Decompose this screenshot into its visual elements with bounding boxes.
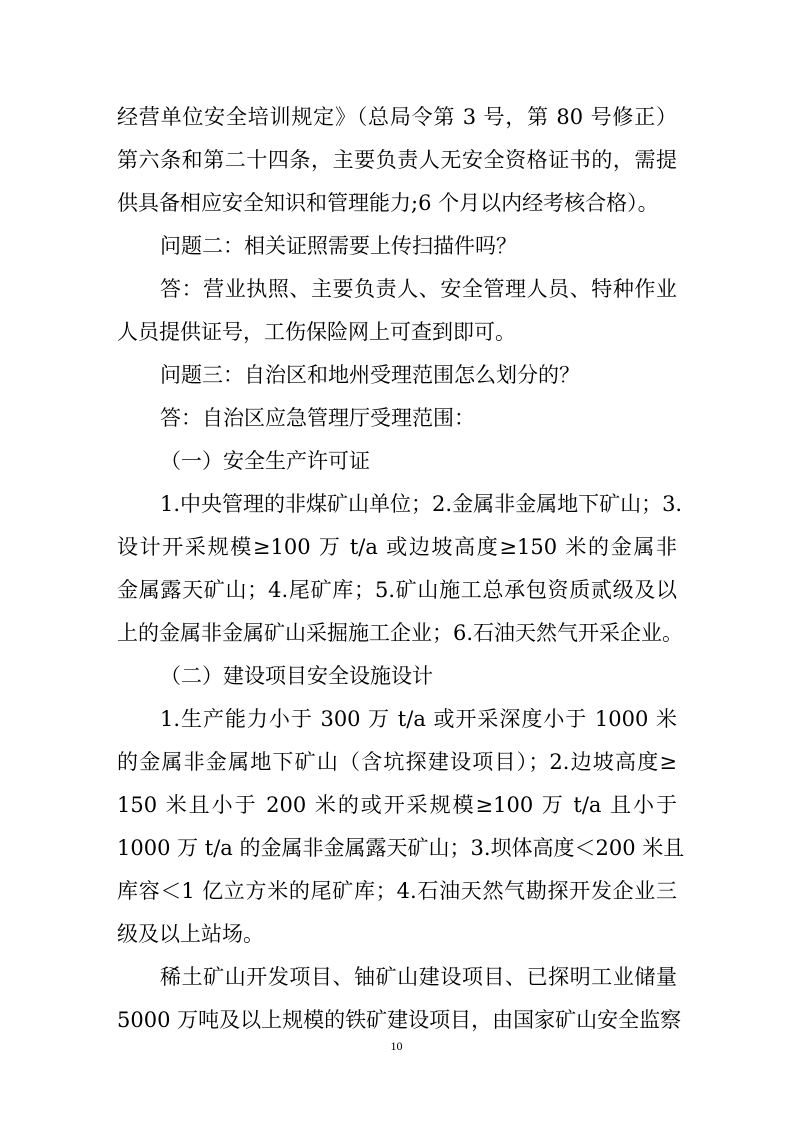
text-line: 库容＜1 亿立方米的尾矿库；4.石油天然气勘探开发企业三 <box>117 879 677 903</box>
text-line: 设计开采规模≥100 万 t/a 或边坡高度≥150 米的金属非 <box>117 535 677 559</box>
text-line: 150 米且小于 200 米的或开采规模≥100 万 t/a 且小于 <box>117 793 677 817</box>
text-line: 答：自治区应急管理厅受理范围： <box>160 406 475 430</box>
text-line: 问题二：相关证照需要上传扫描件吗？ <box>160 234 517 258</box>
text-line: 1.中央管理的非煤矿山单位；2.金属非金属地下矿山；3. <box>160 492 683 516</box>
text-line: 1000 万 t/a 的金属非金属露天矿山；3.坝体高度＜200 米且 <box>117 836 685 860</box>
text-line: 1.生产能力小于 300 万 t/a 或开采深度小于 1000 米 <box>160 707 677 731</box>
text-line: 答：营业执照、主要负责人、安全管理人员、特种作业 <box>160 277 677 301</box>
text-line: 的金属非金属地下矿山（含坑探建设项目）；2.边坡高度≥ <box>117 750 677 774</box>
text-line: 5000 万吨及以上规模的铁矿建设项目，由国家矿山安全监察 <box>117 1008 682 1032</box>
text-line: 金属露天矿山；4.尾矿库；5.矿山施工总承包资质贰级及以 <box>117 578 677 602</box>
section-heading: （二）建设项目安全设施设计 <box>160 664 433 688</box>
page-number: 10 <box>390 1039 403 1053</box>
text-line: 人员提供证号，工伤保险网上可查到即可。 <box>117 320 516 344</box>
text-line: 稀土矿山开发项目、铀矿山建设项目、已探明工业储量 <box>160 965 677 989</box>
text-line: 第六条和第二十四条，主要负责人无安全资格证书的，需提 <box>117 148 677 172</box>
text-line: 上的金属非金属矿山采掘施工企业；6.石油天然气开采企业。 <box>117 621 684 645</box>
text-line: 供具备相应安全知识和管理能力;6 个月以内经考核合格）。 <box>117 191 659 215</box>
text-line: 问题三：自治区和地州受理范围怎么划分的？ <box>160 363 580 387</box>
text-line: 级及以上站场。 <box>117 922 264 946</box>
section-heading: （一）安全生产许可证 <box>160 449 370 473</box>
text-line: 经营单位安全培训规定》（总局令第 3 号，第 80 号修正） <box>117 105 677 129</box>
